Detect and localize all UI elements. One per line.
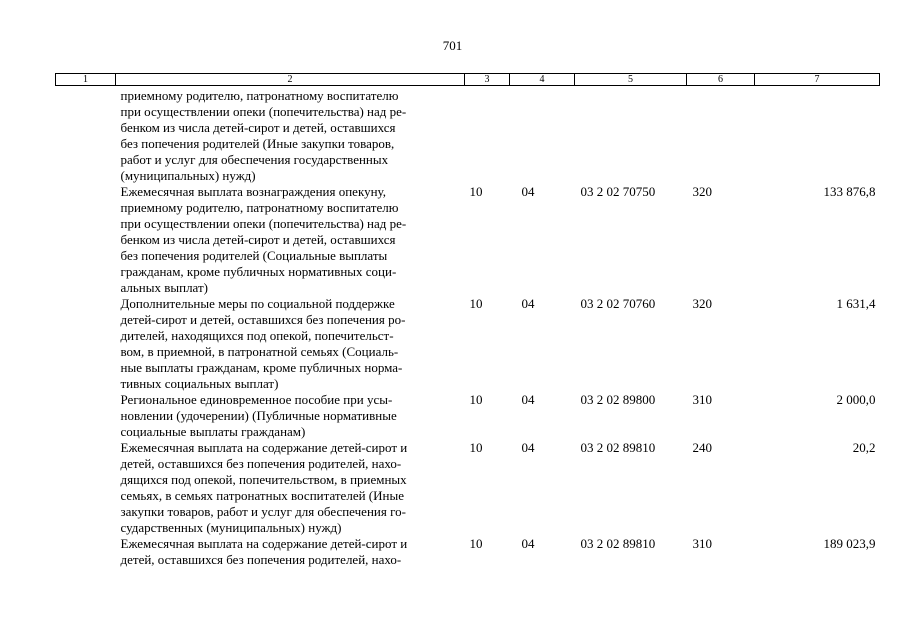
section-code: 10 <box>469 392 483 407</box>
section-code: 10 <box>469 184 483 199</box>
target-article-code: 03 2 02 89800 <box>580 392 656 407</box>
amount <box>755 86 880 185</box>
subsection-code: 04 <box>521 392 535 407</box>
description-line: семьях, в семьях патронатных воспитателей (Иные <box>120 488 404 503</box>
description-line: ные выплаты гражданам, кроме публичных норма- <box>120 360 403 375</box>
description-line: гражданам, кроме публичных нормативных соци- <box>120 264 397 279</box>
section-code: 10 <box>469 440 483 455</box>
description-line: приемному родителю, патронатному воспитателю <box>120 200 399 215</box>
description-line: при осуществлении опеки (попечительства) над ре- <box>120 104 407 119</box>
section-code: 10 <box>469 296 483 311</box>
column-header-7: 7 <box>755 74 880 86</box>
subsection-code <box>510 86 575 185</box>
target-article-code: 03 2 02 70760 <box>580 296 656 311</box>
row-description <box>116 184 465 296</box>
row-description <box>116 86 465 185</box>
section-code <box>465 86 510 185</box>
row-description <box>116 392 465 440</box>
blank-cell <box>56 440 116 536</box>
description-line: альных выплат) <box>120 280 209 295</box>
description-line: вом, в приемной, в патронатной семьях (Социаль- <box>120 344 399 359</box>
description-line: при осуществлении опеки (попечительства) над ре- <box>120 216 407 231</box>
column-header-2: 2 <box>116 74 465 86</box>
description-line: дящихся под опекой, попечительством, в приемных <box>120 472 407 487</box>
expense-type-code: 320 <box>692 296 712 311</box>
blank-cell <box>56 296 116 392</box>
description-line: закупки товаров, работ и услуг для обеспечения го- <box>120 504 406 519</box>
description-line: без попечения родителей (Социальные выплаты <box>120 248 388 263</box>
column-header-1: 1 <box>56 74 116 86</box>
description-line: детей, оставшихся без попечения родителей, нахо- <box>120 456 402 471</box>
expense-type-code: 240 <box>692 440 712 455</box>
description-line: социальные выплаты гражданам) <box>120 424 306 439</box>
description-line: тивных социальных выплат) <box>120 376 279 391</box>
section-code: 10 <box>469 536 483 551</box>
subsection-code: 04 <box>521 296 535 311</box>
target-article-code: 03 2 02 89810 <box>580 440 656 455</box>
description-line: Ежемесячная выплата на содержание детей-сирот и <box>120 440 408 455</box>
description-line: бенком из числа детей-сирот и детей, оставшихся <box>120 232 396 247</box>
amount: 189 023,9 <box>823 536 876 551</box>
description-line: Ежемесячная выплата вознаграждения опекуну, <box>120 184 386 199</box>
blank-cell <box>56 392 116 440</box>
amount: 2 000,0 <box>836 392 876 407</box>
column-number-header <box>56 74 880 86</box>
column-header-4: 4 <box>510 74 575 86</box>
description-line: Дополнительные меры по социальной поддержке <box>120 296 395 311</box>
column-header-5: 5 <box>575 74 687 86</box>
table-row <box>56 440 880 536</box>
expense-type-code <box>687 86 755 185</box>
description-line: (муниципальных) нужд) <box>120 168 256 183</box>
table-row <box>56 392 880 440</box>
expense-type-code: 310 <box>692 392 712 407</box>
description-line: дителей, находящихся под опекой, попечительст- <box>120 328 394 343</box>
target-article-code: 03 2 02 89810 <box>580 536 656 551</box>
expense-type-code: 320 <box>692 184 712 199</box>
amount: 20,2 <box>852 440 876 455</box>
description-line: Ежемесячная выплата на содержание детей-сирот и <box>120 536 408 551</box>
target-article-code <box>575 86 687 185</box>
amount: 133 876,8 <box>823 184 876 199</box>
subsection-code: 04 <box>521 440 535 455</box>
description-line: бенком из числа детей-сирот и детей, оставшихся <box>120 120 396 135</box>
subsection-code: 04 <box>521 184 535 199</box>
amount: 1 631,4 <box>836 296 876 311</box>
column-header-3: 3 <box>465 74 510 86</box>
blank-cell <box>56 184 116 296</box>
target-article-code: 03 2 02 70750 <box>580 184 656 199</box>
table-row <box>56 86 880 185</box>
blank-cell <box>56 86 116 185</box>
description-line: детей-сирот и детей, оставшихся без попечения ро- <box>120 312 406 327</box>
page-number: 701 <box>442 38 463 53</box>
budget-table <box>55 73 880 568</box>
expense-type-code: 310 <box>692 536 712 551</box>
description-line: новлении (удочерении) (Публичные нормативные <box>120 408 397 423</box>
column-header-6: 6 <box>687 74 755 86</box>
table-row <box>56 536 880 568</box>
table-row <box>56 296 880 392</box>
description-line: без попечения родителей (Иные закупки товаров, <box>120 136 395 151</box>
description-line: сударственных (муниципальных) нужд) <box>120 520 342 535</box>
row-description <box>116 536 465 568</box>
description-line: приемному родителю, патронатному воспитателю <box>120 88 399 103</box>
blank-cell <box>56 536 116 568</box>
description-line: детей, оставшихся без попечения родителей, нахо- <box>120 552 402 567</box>
description-line: работ и услуг для обеспечения государственных <box>120 152 389 167</box>
description-line: Региональное единовременное пособие при усы- <box>120 392 393 407</box>
row-description <box>116 296 465 392</box>
table-row <box>56 184 880 296</box>
subsection-code: 04 <box>521 536 535 551</box>
row-description <box>116 440 465 536</box>
